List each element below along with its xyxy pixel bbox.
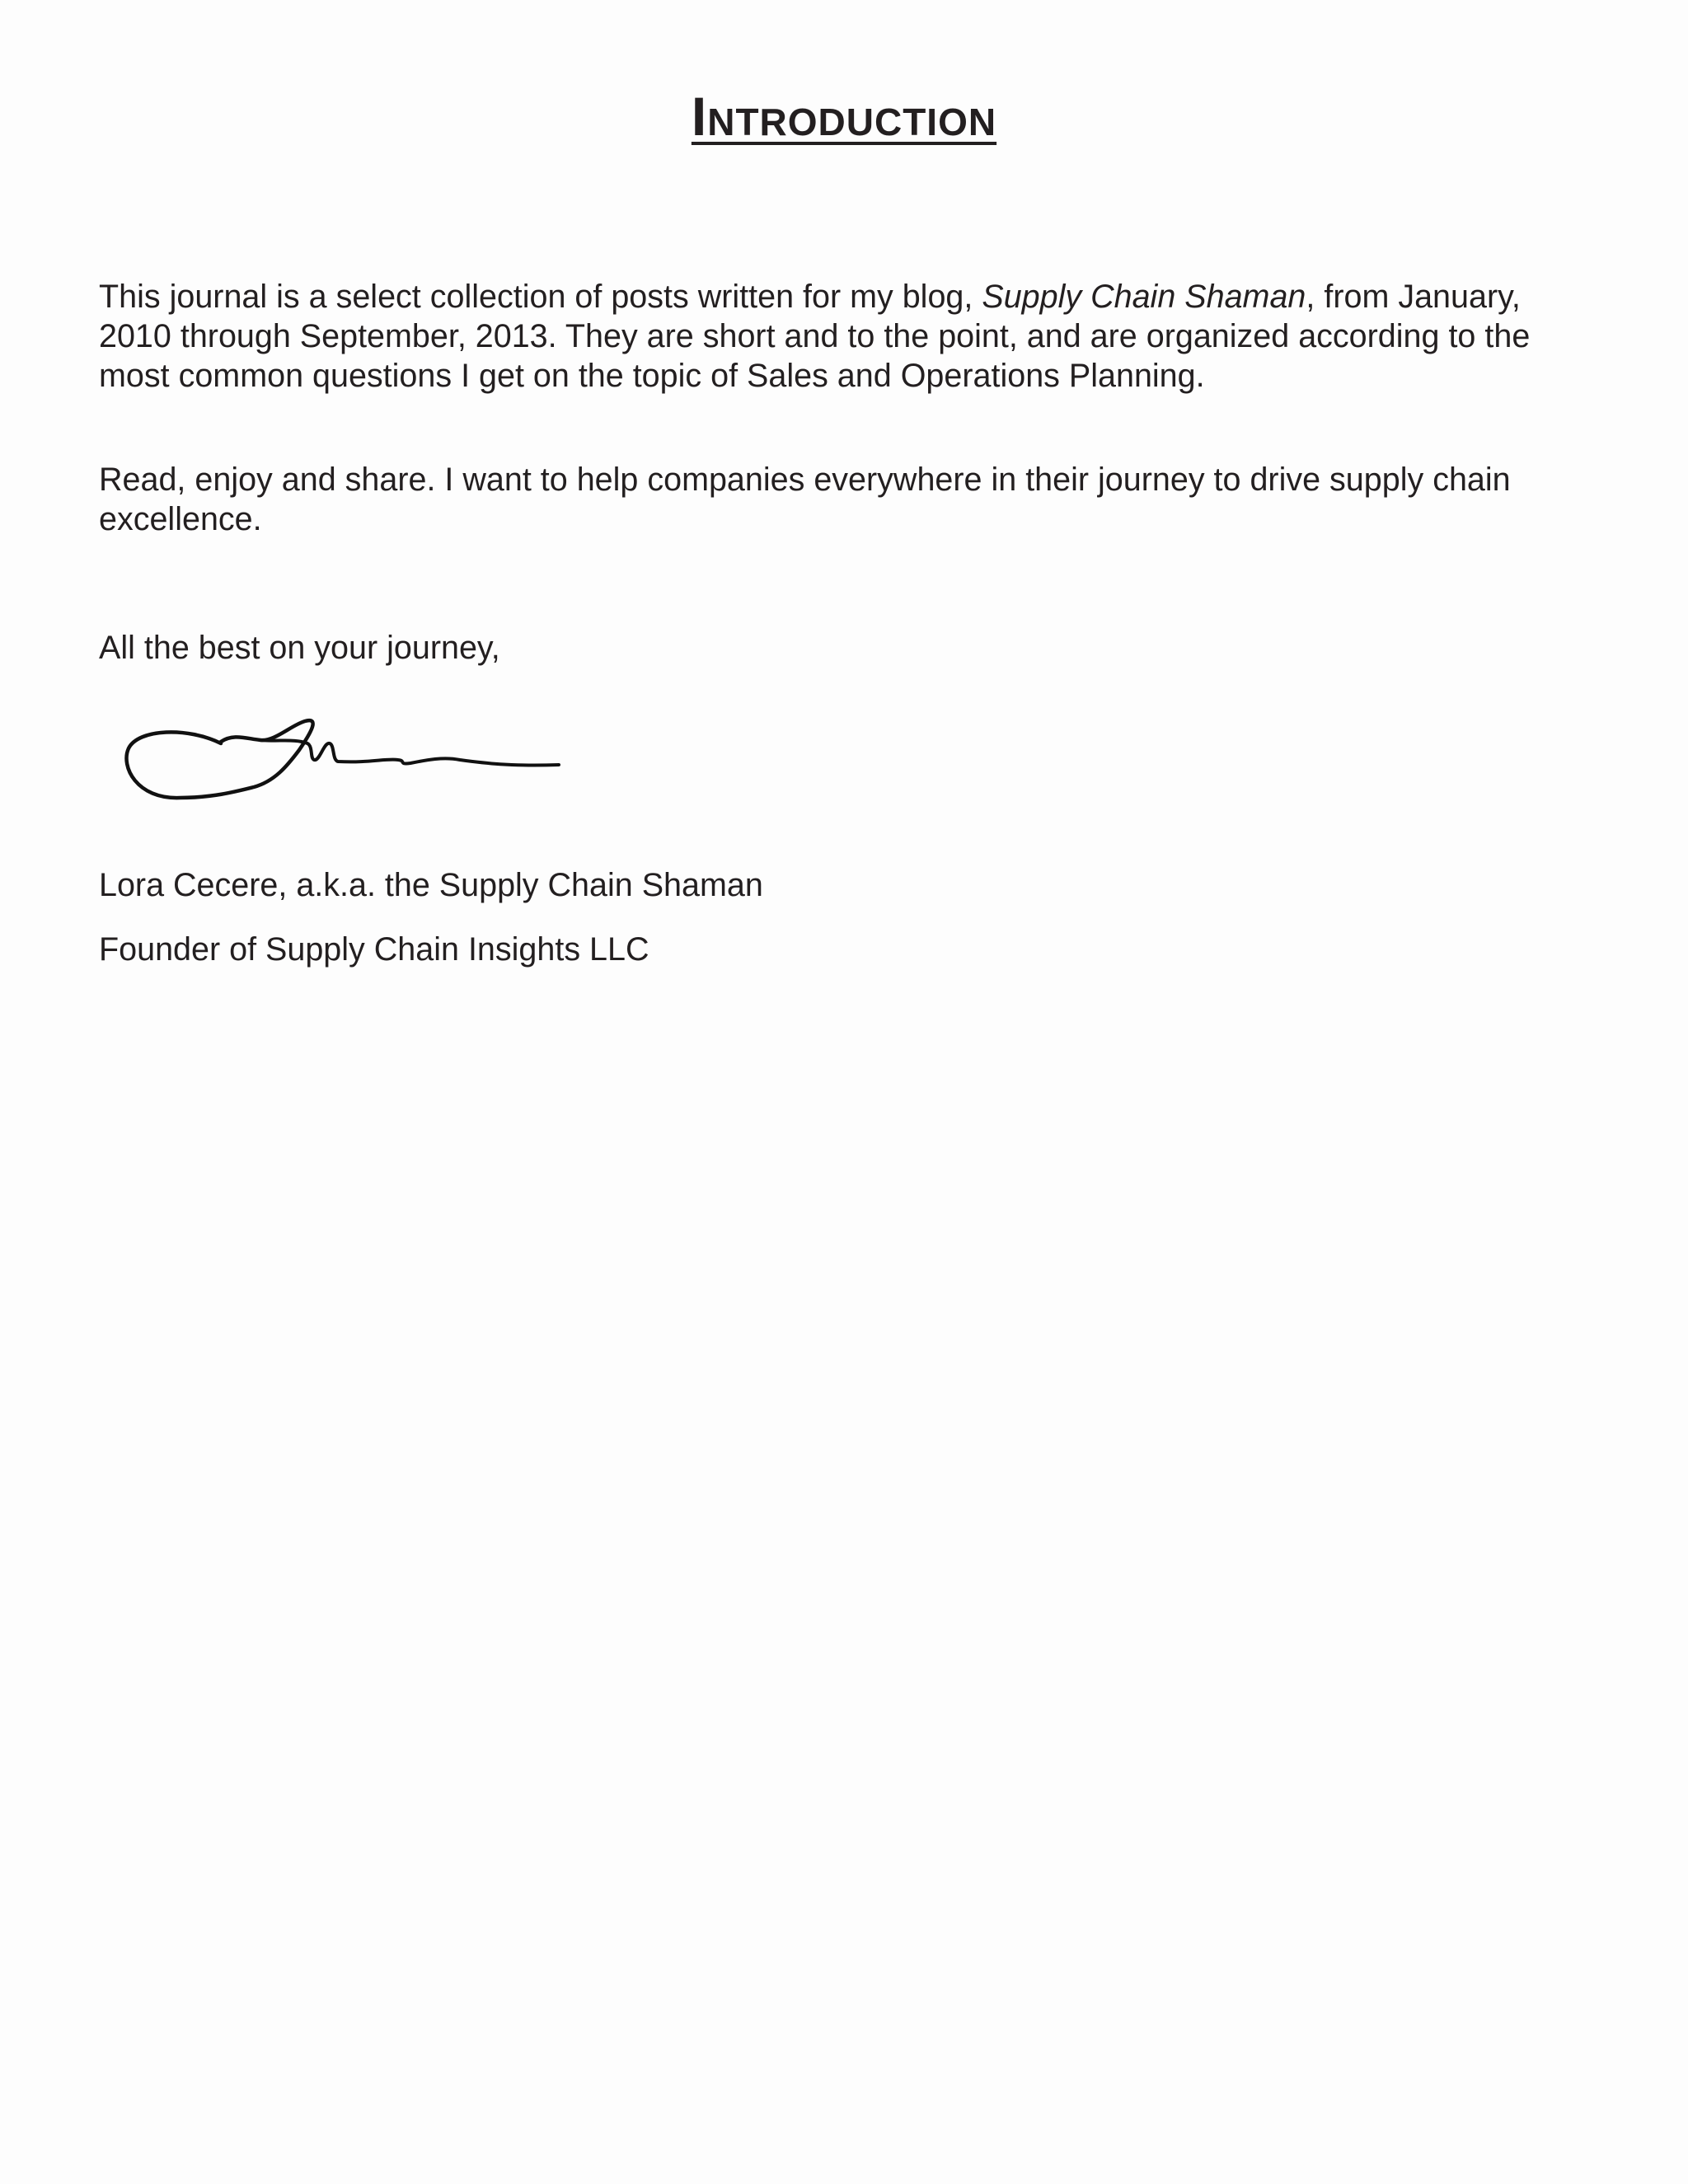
blog-name: Supply Chain Shaman — [982, 279, 1306, 315]
intro-paragraph-1-start: This journal is a select collection of posts written for my blog, — [99, 279, 982, 315]
author-role: Founder of Supply Chain Insights LLC — [99, 931, 649, 968]
intro-paragraph-2: Read, enjoy and share. I want to help companies everywhere in their journey to drive supply chain excellence. — [99, 462, 1511, 537]
handwritten-signature — [122, 709, 567, 816]
author-name: Lora Cecere, a.k.a. the Supply Chain Shaman — [99, 867, 763, 903]
page-title-text: Introduction — [691, 86, 997, 147]
intro-paragraph-1-end: , from January, 2010 through September, 2013. They are short and to the point, and are organized according to the most common questions I get on the topic of Sales and Operations Planning. — [99, 279, 1531, 394]
page-title — [0, 86, 1688, 147]
closing-line: All the best on your journey, — [99, 630, 500, 666]
intro-paragraph-1 — [99, 277, 1574, 396]
